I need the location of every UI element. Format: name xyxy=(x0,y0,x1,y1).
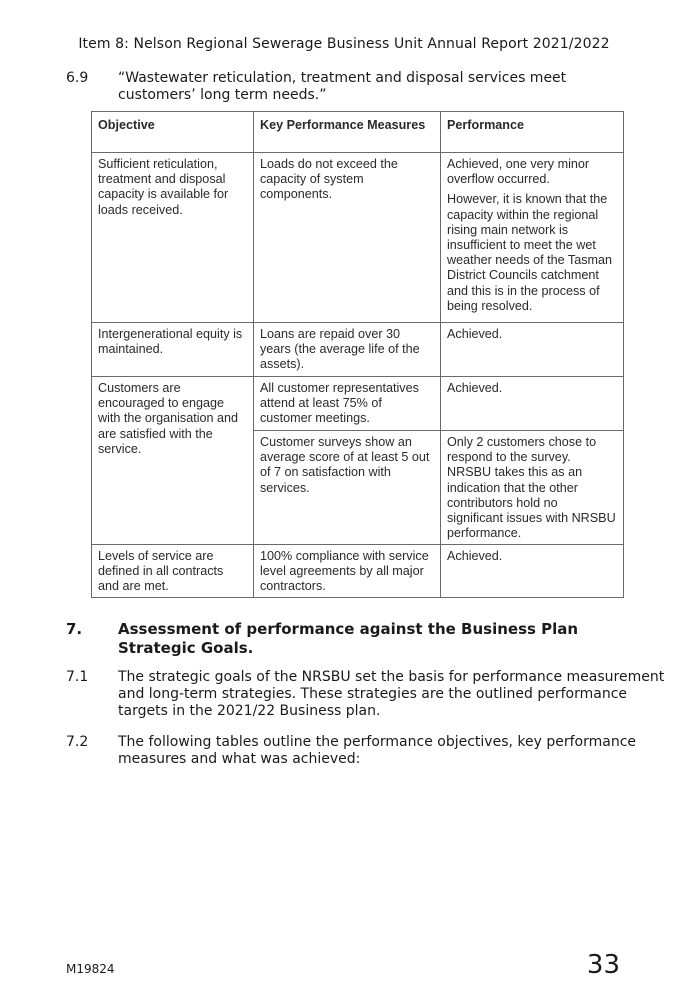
document-reference: M19824 xyxy=(66,962,115,976)
objective-cell: Levels of service are defined in all contracts and are met. xyxy=(92,545,254,598)
performance-table xyxy=(91,111,624,598)
performance-cell: Achieved. xyxy=(441,545,624,598)
column-header-measures: Key Performance Measures xyxy=(254,112,441,153)
column-header-performance: Performance xyxy=(441,112,624,153)
table-row xyxy=(92,377,624,431)
performance-text: Achieved, one very minor overflow occurred. xyxy=(447,157,590,187)
table-row xyxy=(92,323,624,377)
performance-cell: Achieved. xyxy=(441,377,624,431)
objective-cell: Sufficient reticulation, treatment and disposal capacity is available for loads received. xyxy=(92,153,254,323)
section-number: 7. xyxy=(66,620,83,638)
objective-cell: Intergenerational equity is maintained. xyxy=(92,323,254,377)
page-number: 33 xyxy=(586,950,620,980)
item-text: The following tables outline the performance objectives, key performance measures and what was achieved: xyxy=(118,734,636,767)
performance-cell: Achieved. xyxy=(441,323,624,377)
measure-cell: Loans are repaid over 30 years (the average life of the assets). xyxy=(254,323,441,377)
objective-cell: Customers are encouraged to engage with the organisation and are satisfied with the service. xyxy=(92,377,254,545)
item-number: 6.9 xyxy=(66,70,89,86)
column-header-objective: Objective xyxy=(92,112,254,153)
measure-cell: Loads do not exceed the capacity of system components. xyxy=(254,153,441,323)
performance-cell xyxy=(441,153,624,323)
item-text: “Wastewater reticulation, treatment and disposal services meet customers’ long term needs.” xyxy=(118,70,567,103)
measure-cell: Customer surveys show an average score of at least 5 out of 7 on satisfaction with services. xyxy=(254,431,441,545)
item-number: 7.2 xyxy=(66,734,89,750)
section-title: Assessment of performance against the Business Plan Strategic Goals. xyxy=(118,620,579,657)
measure-cell: 100% compliance with service level agreements by all major contractors. xyxy=(254,545,441,598)
measure-cell: All customer representatives attend at least 75% of customer meetings. xyxy=(254,377,441,431)
item-number: 7.1 xyxy=(66,669,89,685)
item-text: The strategic goals of the NRSBU set the basis for performance measurement and long-term strategies. These strategies are the outlined performance targets in the 2021/22 Business plan. xyxy=(118,669,665,719)
performance-text: However, it is known that the capacity within the regional rising main network is insufficient to meet the wet weather needs of the Tasman District Councils catchment and this is in the process of being resolved. xyxy=(447,192,612,313)
table-row xyxy=(92,545,624,598)
table-header-row xyxy=(92,112,624,153)
document-header: Item 8: Nelson Regional Sewerage Business Unit Annual Report 2021/2022 xyxy=(78,36,610,52)
table-row xyxy=(92,153,624,323)
performance-cell: Only 2 customers chose to respond to the survey. NRSBU takes this as an indication that the other contributors hold no significant issues with NRSBU performance. xyxy=(441,431,624,545)
